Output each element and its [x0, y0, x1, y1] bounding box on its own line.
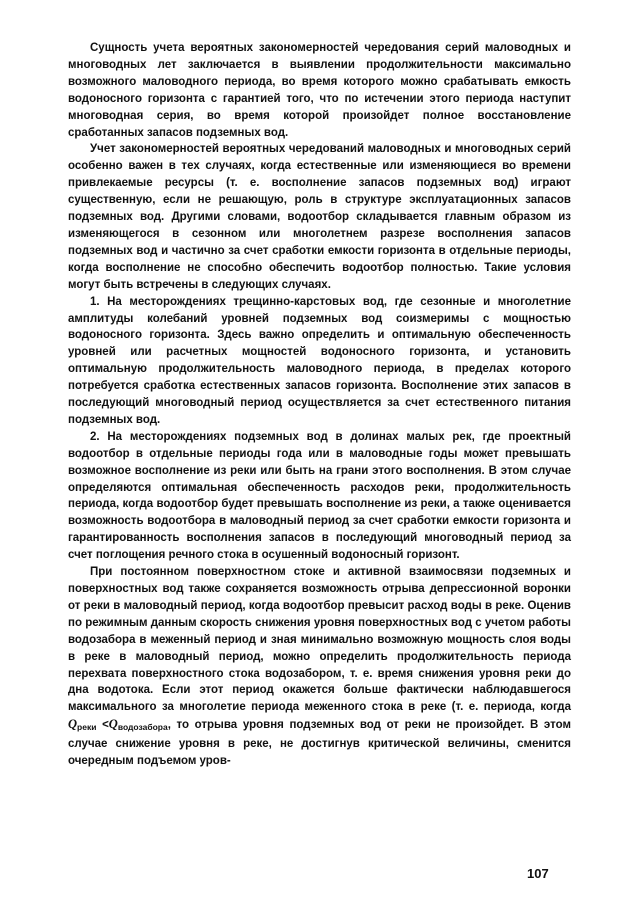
paragraph-1: Сущность учета вероятных закономерностей чередования серий маловодных и многоводных лет заключается в выявлении продолжительности максимально возможного маловодного периода, во время которого можно срабатывать емкость водоносного горизонта с гарантией того, что по истечении этого периода наступит многоводная серия, во время которой произойдет полное восстановление сработанных запасов подземных вод. [68, 42, 571, 139]
paragraph-3: 1. На месторождениях трещинно-карстовых вод, где сезонные и многолетние амплитуды колебаний уровней подземных вод соизмеримы с мощностью водоносного горизонта. Здесь важно определить и оптимальную обеспеченность уровней или расчетных мощностей водоносного горизонта, и установить оптимальную продолжительность маловодного периода, в пределах которого потребуется сработка естественных запасов горизонта. Восполнение этих запасов в последующий многоводный период осуществляется за счет естественного питания подземных вод. [68, 295, 571, 426]
paragraph-4: 2. На месторождениях подземных вод в долинах малых рек, где проектный водоотбор в отдельные периоды года или в маловодные годы может превышать возможное восполнение из реки или быть на грани этого восполнения. В этом случае определяются оптимальная обеспеченность расходов реки, продолжительность периода, когда водоотбор будет превышать восполнение из реки, а также оценивается возможность водоотбора в маловодный период за счет сработки емкости горизонта и гарантированность восполнения запасов в последующий многоводный период за счет поглощения речного стока в осушенный водоносный горизонт. [68, 430, 571, 562]
formula-q-right: Q [108, 717, 118, 732]
paragraph-2: Учет закономерностей вероятных чередований маловодных и многоводных серий особенно важен в тех случаях, когда естественные или изменяющиеся во времени привлекаемые ресурсы (т. е. восполнение запасов подземных вод) играют существенную, если не решающую, роль в структуре эксплуатационных запасов подземных вод. Другими словами, водоотбор складывается главным образом из изменяющегося в сезонном или многолетнем разрезе восполнения запасов подземных вод и частично за счет сработки емкости горизонта в отдельные периоды, когда восполнение не способно обеспечить водоотбор полностью. Такие условия могут быть встречены в следующих случаях. [68, 143, 571, 291]
formula-subscript-right: водозабора [117, 722, 168, 733]
inline-formula [68, 719, 168, 731]
page-number: 107 [527, 866, 549, 881]
formula-subscript-left: реки [77, 722, 97, 733]
formula-q-left: Q [68, 717, 78, 732]
paragraph-5 [68, 564, 571, 770]
page-text [68, 40, 571, 770]
paragraph-5-text-after: , то отрыва уровня подземных вод от реки не произойдет. В этом случае снижение уровня в реке, не достигнув критической величины, сменится очередным подъемом уров- [68, 719, 571, 768]
paragraph-5-text-before: При постоянном поверхностном стоке и активной взаимосвязи подземных и поверхностных вод также сохраняется возможность отрыва депрессионной воронки от реки в маловодный период, когда водоотбор превысит расход воды в реке. Оценив по режимным данным скорость снижения уровня поверхностных вод с учетом работы водозабора в меженный период и зная минимально возможную мощность слоя воды в реке в маловодный период, можно определить продолжительность периода перехвата поверхностного стока водозабором, т. е. время снижения уровня реки до дна водотока. Если этот период окажется больше фактически наблюдавшегося максимального за многолетие периода меженного стока в реке (т. е. периода, когда [68, 566, 571, 714]
formula-relation: < [102, 719, 109, 732]
